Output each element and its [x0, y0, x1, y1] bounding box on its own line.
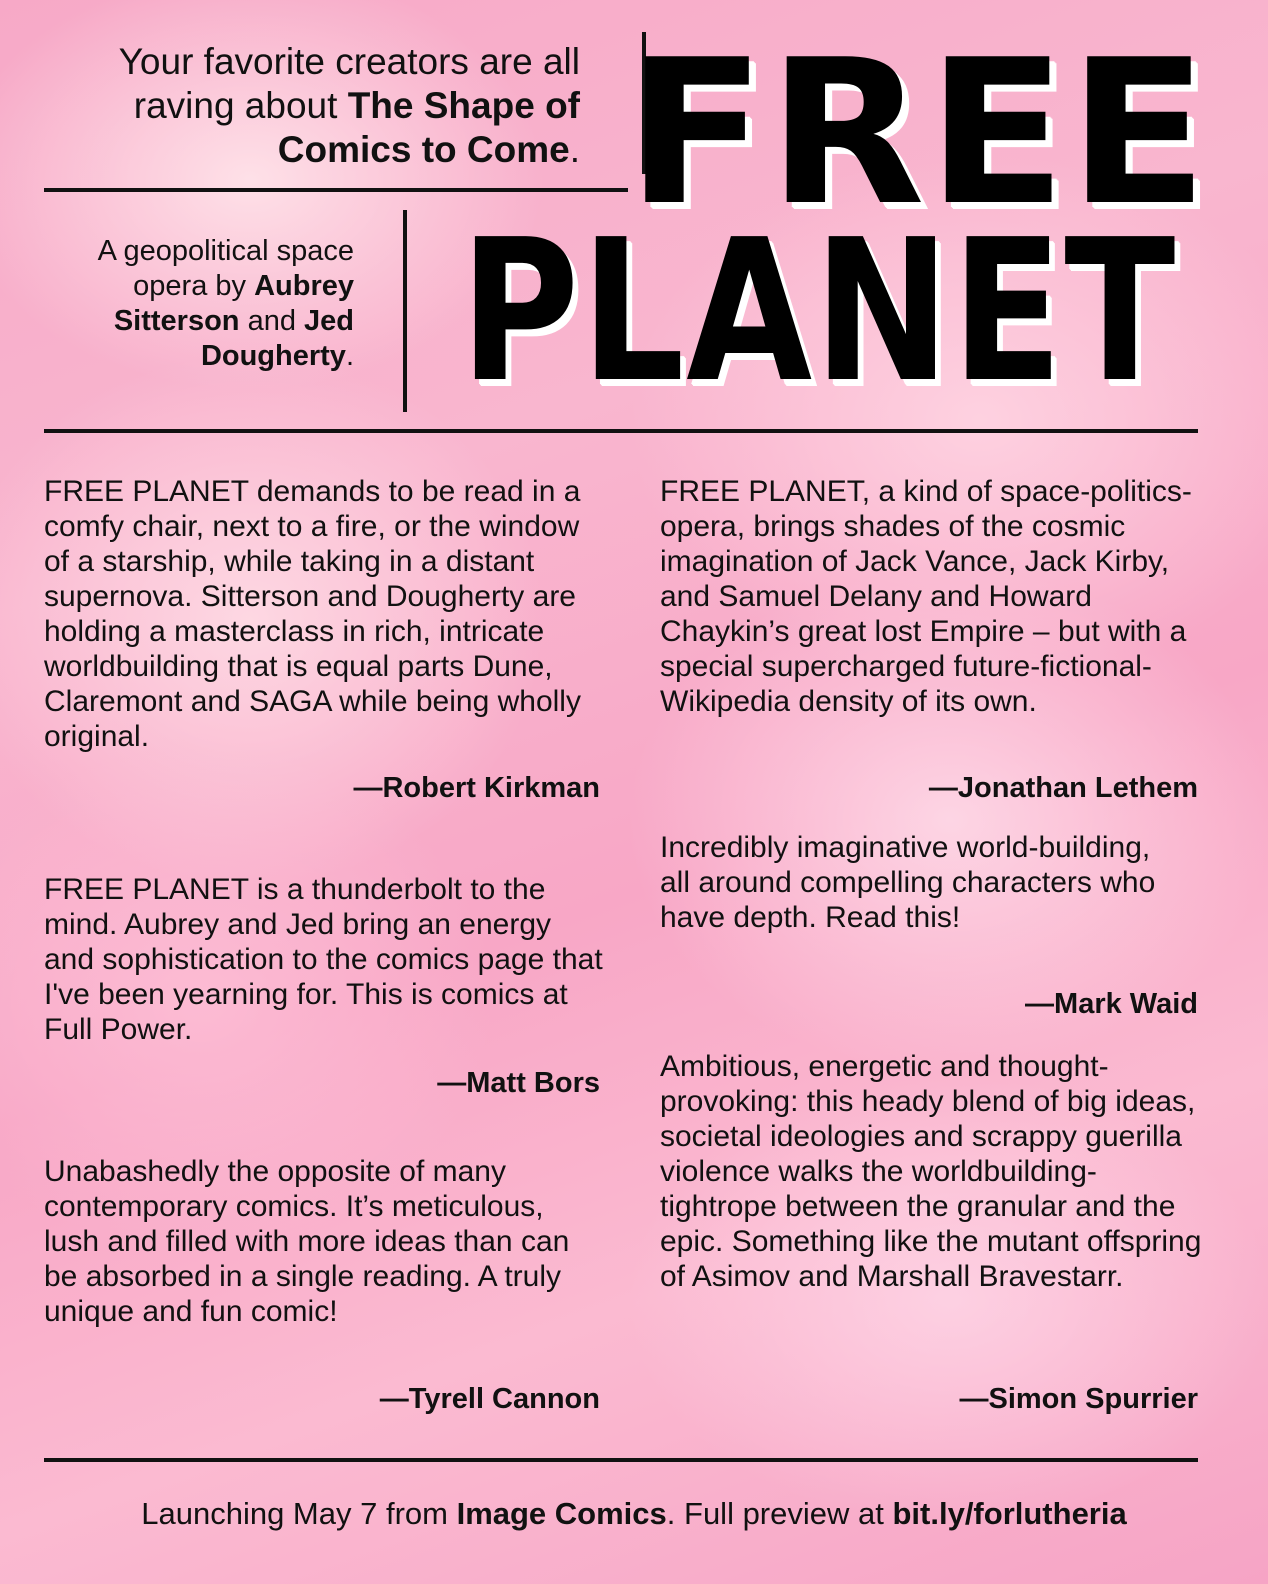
divider-horizontal-footer	[44, 1458, 1198, 1462]
footer-pre: Launching May 7 from	[141, 1496, 457, 1531]
preview-link[interactable]: bit.ly/forlutheria	[892, 1496, 1127, 1531]
title-free: FREE	[626, 17, 1210, 250]
quote-attribution: —Tyrell Cannon	[379, 1383, 600, 1415]
quote-attribution: —Robert Kirkman	[353, 772, 600, 804]
intro-text	[40, 40, 580, 172]
byline	[40, 234, 354, 374]
book-title-callout: The Shape of Comics to Come	[277, 85, 580, 170]
quote-text: FREE PLANET, a kind of space-politics-opera, brings shades of the cosmic imagination of Jack Vance, Jack Kirby, and Samuel Delany and Howard Chaykin’s great lost Empire – but with a special supercharged future-fictional-Wikipedia density of its own.	[660, 475, 1192, 718]
quote-text: FREE PLANET demands to be read in a comfy chair, next to a fire, or the window of a starship, while taking in a distant supernova. Sitterson and Dougherty are holding a masterclass in rich, intricate worldbuilding that is equal parts Dune, Claremont and SAGA while being wholly original.	[44, 475, 581, 753]
byline-and: and	[239, 305, 305, 337]
byline-pre: A geopolitical space opera by	[97, 235, 354, 302]
quote-text: Unabashedly the opposite of many contemporary comics. It’s meticulous, lush and filled with more ideas than can be absorbed in a single reading. A truly unique and fun comic!	[44, 1155, 570, 1328]
footer-text	[0, 1494, 1268, 1534]
divider-vertical-byline	[403, 210, 407, 412]
footer-mid: . Full preview at	[666, 1496, 893, 1531]
quote-text: Ambitious, energetic and thought-provoking: this heady blend of big ideas, societal ideologies and scrappy guerilla violence walks the worldbuilding-tightrope between the granular and the epic. Something like the mutant offspring of Asimov and Marshall Bravestarr.	[660, 1050, 1202, 1293]
author-name: Aubrey Sitterson	[113, 270, 354, 337]
byline-post: .	[345, 340, 354, 372]
artist-name: Jed Dougherty	[200, 305, 354, 372]
quote-attribution: —Matt Bors	[437, 1067, 600, 1099]
intro-post: .	[569, 129, 580, 170]
quote-text: FREE PLANET is a thunderbolt to the mind. Aubrey and Jed bring an energy and sophistication to the comics page that I've been yearning for. This is comics at Full Power.	[44, 873, 603, 1046]
intro-pre: Your favorite creators are all raving about	[118, 41, 580, 126]
quote-text: Incredibly imaginative world-building, all around compelling characters who have depth. Read this!	[660, 831, 1156, 934]
title-planet: PLANET	[460, 198, 1178, 426]
quote-attribution: —Simon Spurrier	[959, 1383, 1198, 1415]
divider-horizontal-intro	[44, 188, 628, 192]
publisher-name: Image Comics	[456, 1496, 667, 1531]
quote-attribution: —Mark Waid	[1025, 988, 1198, 1020]
quote-attribution: —Jonathan Lethem	[928, 772, 1198, 804]
divider-horizontal-main	[44, 429, 1198, 433]
